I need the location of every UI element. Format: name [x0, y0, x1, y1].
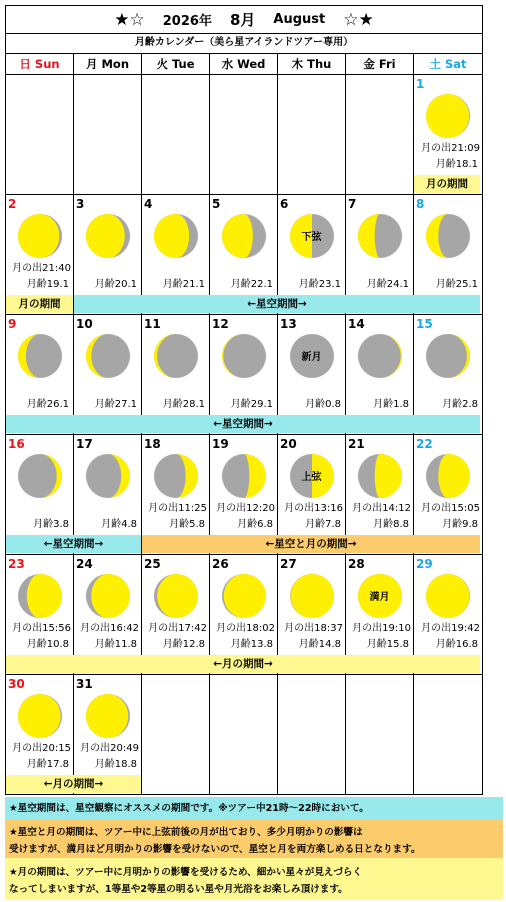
- note-star-period: ★星空期間は、星空観察にオススメの期間です。※ツアー中21時～22時において。: [5, 797, 503, 820]
- period-band-moon: ←月の期間→: [6, 775, 141, 793]
- week-row: [5, 195, 483, 315]
- note-moon-line1: ★月の期間は、ツアー中に月明かりの影響を受けるため、細かい星々が見えづらく: [9, 867, 363, 878]
- moon-age: 月齢2.8: [442, 399, 478, 410]
- moon-age: 月齢15.8: [366, 639, 409, 650]
- day-number: 22: [416, 437, 433, 451]
- day-number: 20: [280, 437, 297, 451]
- moon-lit-part: [426, 574, 470, 618]
- note-both-line2: 受けますが、満月ほど月明かりの影響を受けないので、星空と月を両方楽しめる日となります。: [9, 844, 421, 855]
- moon-lit-part: [27, 574, 62, 618]
- day-number: 15: [416, 317, 433, 331]
- moon-phase-icon: [288, 572, 336, 620]
- day-number: 24: [76, 557, 93, 571]
- empty-cell: [210, 75, 278, 194]
- day-number: 19: [212, 437, 229, 451]
- moon-lit-part: [154, 214, 189, 258]
- moon-age: 月齢10.8: [26, 639, 69, 650]
- day-number: 9: [8, 317, 17, 331]
- weekday-1: 月 Mon: [74, 54, 142, 74]
- moonrise-time: 月の出15:05: [421, 503, 480, 514]
- period-band-star: ←星空期間→: [6, 415, 480, 433]
- moon-phase-icon: [84, 332, 132, 380]
- day-number: 21: [348, 437, 365, 451]
- empty-cell: [346, 75, 414, 194]
- moon-age: 月齢17.8: [26, 759, 69, 770]
- period-band-moon: 月の期間: [414, 175, 480, 193]
- title-month: 8月: [229, 11, 256, 29]
- moonrise-time: 月の出14:12: [352, 503, 411, 514]
- moon-age: 月齢5.8: [169, 519, 205, 530]
- moon-lit-part: [224, 574, 266, 618]
- moon-age: 月齢6.8: [237, 519, 273, 530]
- weekday-6: 土 Sat: [429, 57, 467, 71]
- week-row: [5, 315, 483, 435]
- day-number: 31: [76, 677, 93, 691]
- calendar-subtitle: 月齢カレンダー（美ら星アイランドツアー専用）: [5, 33, 483, 53]
- day-number: 27: [280, 557, 297, 571]
- moon-age: 月齢28.1: [162, 399, 205, 410]
- empty-cell: [278, 75, 346, 194]
- empty-cell: [6, 75, 74, 194]
- moon-lit-part: [222, 214, 253, 258]
- day-number: 25: [144, 557, 161, 571]
- empty-cell: [142, 675, 210, 794]
- moonrise-time: 月の出21:40: [12, 263, 71, 274]
- moon-age: 月齢16.8: [435, 639, 478, 650]
- moon-lit-part: [86, 214, 125, 258]
- day-number: 30: [8, 677, 25, 691]
- moon-age: 月齢11.8: [94, 639, 137, 650]
- moon-phase-icon: [84, 212, 132, 260]
- moon-phase-icon: [152, 212, 200, 260]
- moonrise-time: 月の出19:10: [352, 623, 411, 634]
- title-stars-left: ★☆: [114, 9, 145, 30]
- moon-age: 月齢14.8: [298, 639, 341, 650]
- moon-age: 月齢9.8: [442, 519, 478, 530]
- day-number: 18: [144, 437, 161, 451]
- moon-phase-icon: [220, 572, 268, 620]
- day-number: 8: [416, 197, 425, 211]
- moon-phase-icon: [16, 332, 64, 380]
- day-number: 23: [8, 557, 25, 571]
- moon-phase-icon: [152, 572, 200, 620]
- period-band-star: ←星空期間→: [74, 295, 480, 313]
- empty-cell: [278, 675, 346, 794]
- note-moon-period: [5, 858, 503, 900]
- moon-age: 月齢18.8: [94, 759, 137, 770]
- moon-age: 月齢19.1: [26, 279, 69, 290]
- period-band-both: ←星空と月の期間→: [142, 535, 480, 553]
- moon-age: 月齢22.1: [230, 279, 273, 290]
- moon-phase-icon: [424, 572, 472, 620]
- weekday-3: 水 Wed: [210, 54, 278, 74]
- moon-lit-part: [91, 574, 130, 618]
- moon-phase-icon: [16, 572, 64, 620]
- period-band-moon: 月の期間: [6, 295, 73, 313]
- moon-phase-label: 満月: [369, 592, 390, 603]
- empty-cell: [346, 675, 414, 794]
- weekday-5: 金 Fri: [346, 54, 414, 74]
- moon-lit-part: [18, 694, 61, 738]
- moon-lit-part: [438, 454, 470, 498]
- moon-age: 月齢12.8: [162, 639, 205, 650]
- moon-phase-label: 新月: [301, 352, 322, 363]
- moon-age: 月齢4.8: [101, 519, 137, 530]
- day-number: 29: [416, 557, 433, 571]
- moonrise-time: 月の出12:20: [216, 503, 275, 514]
- moon-age: 月齢18.1: [435, 159, 478, 170]
- moon-age: 月齢0.8: [305, 399, 341, 410]
- moon-lit-part: [86, 694, 128, 738]
- moon-phase-icon: [16, 452, 64, 500]
- moon-phase-label: 上弦: [301, 472, 322, 483]
- moon-age: 月齢20.1: [94, 279, 137, 290]
- day-number: 3: [76, 197, 85, 211]
- moon-age: 月齢25.1: [435, 279, 478, 290]
- moon-phase-icon: [84, 452, 132, 500]
- period-band-moon: ←月の期間→: [6, 655, 480, 673]
- moonrise-time: 月の出18:02: [216, 623, 275, 634]
- moon-lit-part: [375, 454, 402, 498]
- moon-phase-icon: [16, 692, 64, 740]
- day-number: 7: [348, 197, 357, 211]
- day-number: 1: [416, 77, 425, 91]
- moon-phase-icon: [152, 332, 200, 380]
- legend-notes: [5, 797, 503, 900]
- moonrise-time: 月の出17:42: [148, 623, 207, 634]
- day-number: 16: [8, 437, 25, 451]
- moon-age: 月齢24.1: [366, 279, 409, 290]
- day-number: 5: [212, 197, 221, 211]
- moon-phase-label: 下弦: [301, 232, 322, 243]
- note-moon-line2: なってしまいますが、1等星や2等星の明るい星や月光浴をお楽しみ頂けます。: [9, 884, 348, 895]
- moonrise-time: 月の出20:15: [12, 743, 71, 754]
- week-cells: [6, 75, 482, 194]
- week-row: [5, 435, 483, 555]
- moon-phase-icon: [424, 212, 472, 260]
- weekday-4: 木 Thu: [278, 54, 346, 74]
- moon-age: 月齢1.8: [373, 399, 409, 410]
- day-number: 6: [280, 197, 289, 211]
- day-number: 10: [76, 317, 93, 331]
- moon-lit-part: [290, 574, 334, 618]
- moon-lit-part: [157, 574, 198, 618]
- moon-age: 月齢8.8: [373, 519, 409, 530]
- note-both-line1: ★星空と月の期間は、ツアー中に上弦前後の月が出ており、多少月明かりの影響は: [9, 827, 363, 838]
- moonrise-time: 月の出20:49: [80, 743, 139, 754]
- empty-cell: [414, 675, 482, 794]
- title-stars-right: ☆★: [343, 9, 374, 30]
- day-number: 11: [144, 317, 161, 331]
- weekday-0: 日 Sun: [6, 54, 74, 74]
- moon-lit-part: [426, 94, 469, 138]
- moon-age: 月齢27.1: [94, 399, 137, 410]
- moonrise-time: 月の出21:09: [421, 143, 480, 154]
- moonrise-time: 月の出11:25: [148, 503, 207, 514]
- moon-phase-icon: [424, 332, 472, 380]
- moon-phase-icon: [356, 212, 404, 260]
- note-both-period: [5, 820, 503, 858]
- day-number: 28: [348, 557, 365, 571]
- week-row: [5, 75, 483, 195]
- moon-phase-icon: [152, 452, 200, 500]
- moon-phase-icon: [220, 452, 268, 500]
- day-number: 17: [76, 437, 93, 451]
- day-number: 12: [212, 317, 229, 331]
- moon-phase-icon: [84, 692, 132, 740]
- week-row: [5, 555, 483, 675]
- day-number: 14: [348, 317, 365, 331]
- moon-phase-icon: [84, 572, 132, 620]
- moon-lit-part: [18, 214, 59, 258]
- moonrise-time: 月の出16:42: [80, 623, 139, 634]
- moon-age: 月齢21.1: [162, 279, 205, 290]
- weekday-header: [5, 53, 483, 75]
- moon-age: 月齢3.8: [33, 519, 69, 530]
- period-band-star: ←星空期間→: [6, 535, 141, 553]
- moon-age: 月齢29.1: [230, 399, 273, 410]
- calendar-grid: [5, 75, 483, 795]
- moon-age: 月齢23.1: [298, 279, 341, 290]
- moonrise-time: 月の出15:56: [12, 623, 71, 634]
- moon-phase-icon: [356, 452, 404, 500]
- moon-age: 月齢13.8: [230, 639, 273, 650]
- moonrise-time: 月の出19:42: [421, 623, 480, 634]
- moon-phase-icon: [220, 332, 268, 380]
- moon-phase-icon: [424, 452, 472, 500]
- day-number: 2: [8, 197, 17, 211]
- empty-cell: [142, 75, 210, 194]
- moon-age: 月齢26.1: [26, 399, 69, 410]
- calendar-title: [5, 5, 483, 33]
- day-number: 13: [280, 317, 297, 331]
- moon-phase-icon: [16, 212, 64, 260]
- day-number: 4: [144, 197, 153, 211]
- moon-phase-icon: [220, 212, 268, 260]
- empty-cell: [210, 675, 278, 794]
- moonrise-time: 月の出18:37: [284, 623, 343, 634]
- day-number: 26: [212, 557, 229, 571]
- title-month-en: August: [273, 12, 326, 27]
- moon-calendar: [5, 5, 483, 795]
- moon-age: 月齢7.8: [305, 519, 341, 530]
- moonrise-time: 月の出13:16: [284, 503, 343, 514]
- title-year: 2026年: [162, 14, 212, 29]
- moon-phase-icon: [356, 332, 404, 380]
- moon-phase-icon: [424, 92, 472, 140]
- weekday-2: 火 Tue: [142, 54, 210, 74]
- empty-cell: [74, 75, 142, 194]
- week-row: [5, 675, 483, 795]
